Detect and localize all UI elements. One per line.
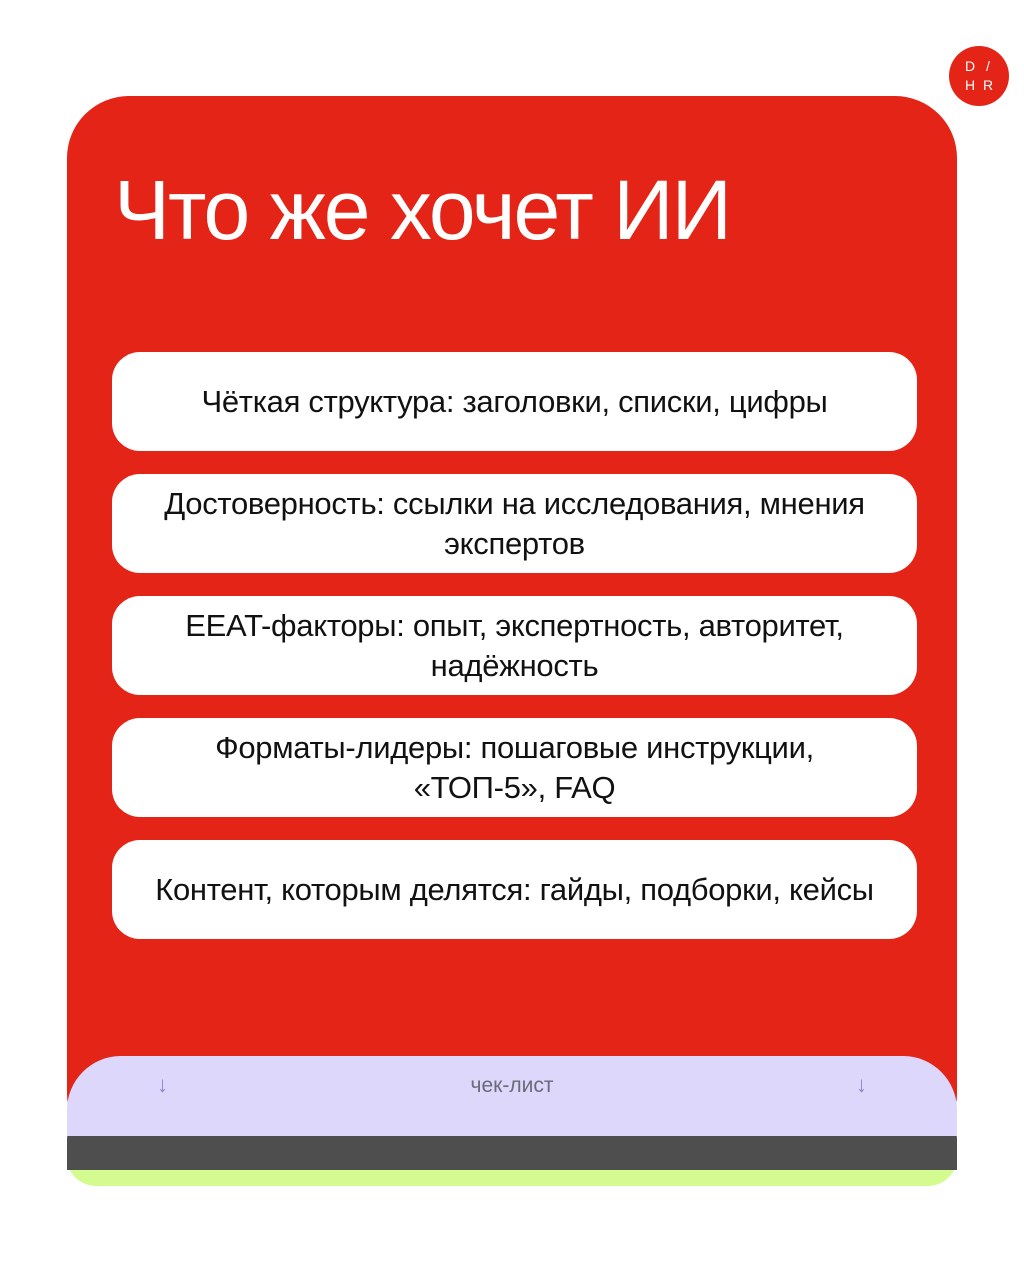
logo-letter-h: H [964,77,976,93]
logo-slash: / [986,58,990,74]
arrow-down-icon: ↓ [157,1072,168,1097]
logo-letter-d: D [964,58,976,74]
list-item: Чёткая структура: заголовки, списки, цифры [112,352,917,451]
list-item: Достоверность: ссылки на исследования, мнения экспертов [112,474,917,573]
list-item: Контент, которым делятся: гайды, подборки, кейсы [112,840,917,939]
list-item: Форматы-лидеры: пошаговые инструкции, «ТОП-5», FAQ [112,718,917,817]
feature-list [112,352,917,962]
logo-letter-r: R [982,77,994,93]
list-item: EEAT-факторы: опыт, экспертность, авторитет, надёжность [112,596,917,695]
arrow-down-icon: ↓ [856,1072,867,1097]
page-title: Что же хочет ИИ [114,163,730,257]
checklist-label: чек-лист [470,1074,554,1097]
checklist-tab[interactable] [67,1056,957,1136]
brand-logo [949,46,1009,106]
